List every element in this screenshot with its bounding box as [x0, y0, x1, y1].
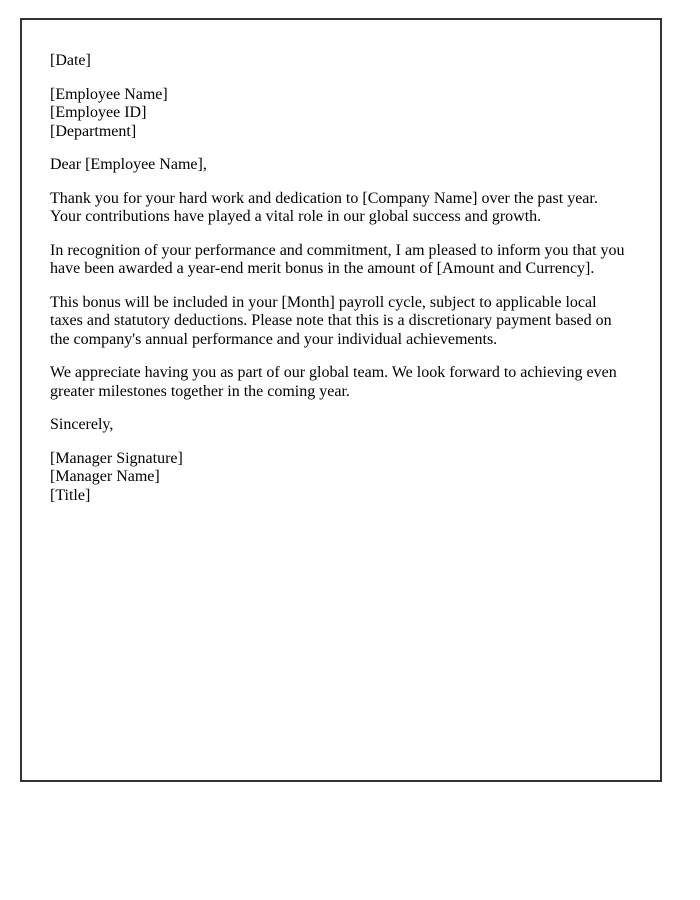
- body-paragraph-1: Thank you for your hard work and dedication to [Company Name] over the past year. Your contributions have played a vital role in our global success and growth.: [50, 189, 598, 225]
- recipient-block: [50, 86, 632, 142]
- manager-signature-line: [Manager Signature]: [50, 449, 183, 467]
- closing: Sincerely,: [50, 416, 114, 433]
- body-paragraph-3: This bonus will be included in your [Month] payroll cycle, subject to applicable local taxes and statutory deductions. Please note that this is a discretionary payment based on the company's annual performance and your individual achievements.: [50, 293, 612, 348]
- recipient-name-line: [Employee Name]: [50, 85, 168, 103]
- manager-name-line: [Manager Name]: [50, 468, 160, 485]
- signature-block: [50, 450, 632, 506]
- recipient-department-line: [Department]: [50, 122, 137, 140]
- salutation: Dear [Employee Name],: [50, 156, 207, 173]
- letter-document: [20, 18, 662, 782]
- body-paragraph-4: We appreciate having you as part of our global team. We look forward to achieving even greater milestones together in the coming year.: [50, 364, 617, 400]
- manager-title-line: [Title]: [50, 486, 91, 504]
- date-placeholder: [Date]: [50, 52, 91, 69]
- recipient-id-line: [Employee ID]: [50, 104, 147, 121]
- body-paragraph-2: In recognition of your performance and commitment, I am pleased to inform you that you have been awarded a year-end merit bonus in the amount of [Amount and Currency].: [50, 241, 625, 277]
